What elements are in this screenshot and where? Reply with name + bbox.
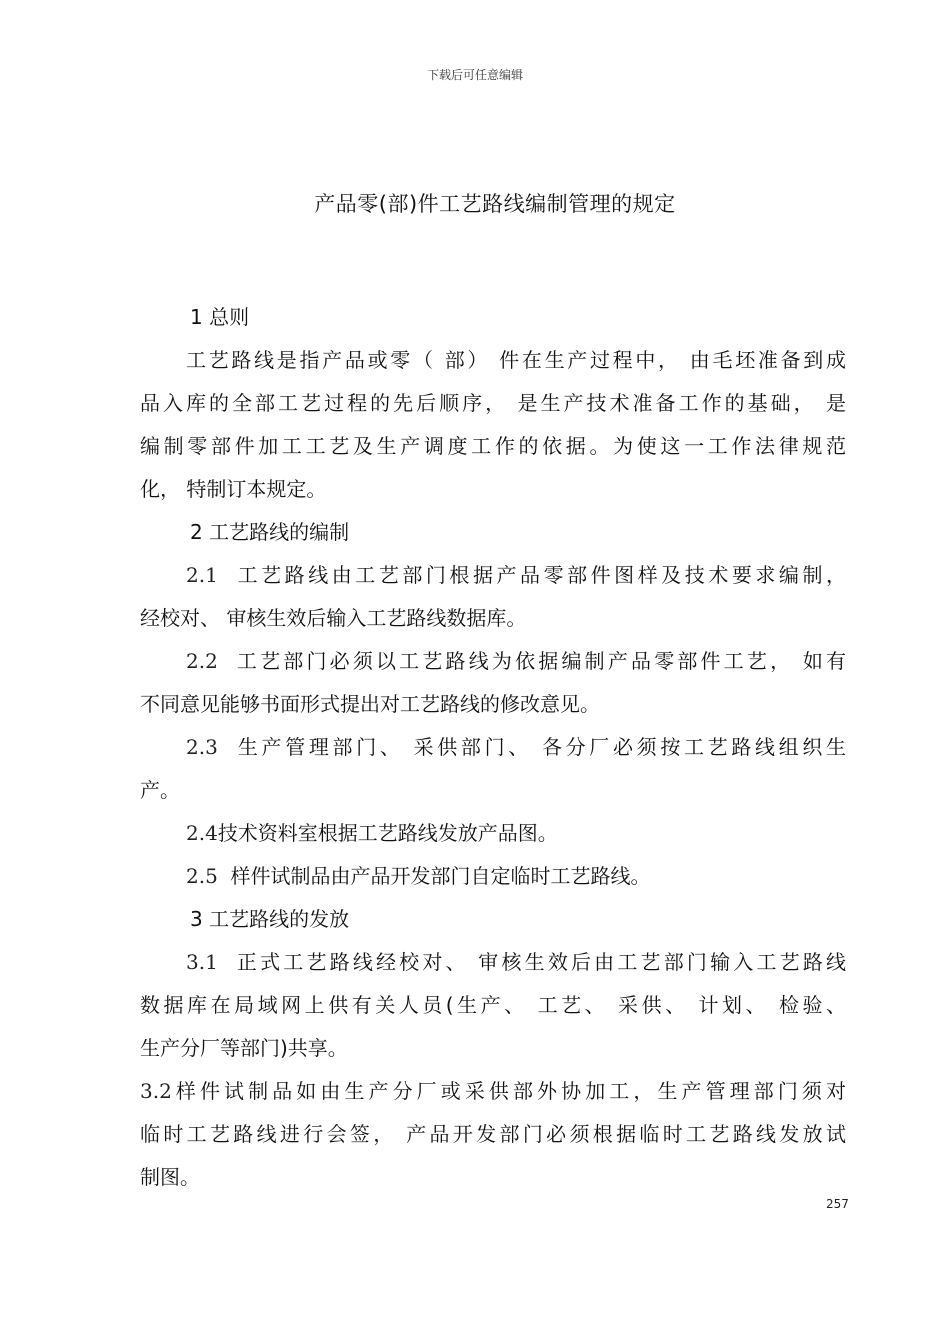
clause-2-1-line: [140, 554, 846, 597]
clause-text: 工艺路线由工艺部门根据产品零部件图样及技术要求编制，: [237, 563, 847, 587]
section-heading-compilation: 2 工艺路线的编制: [190, 520, 350, 544]
paragraph-line: 品入库的全部工艺过程的先后顺序， 是生产技术准备工作的基础， 是: [140, 391, 846, 415]
clause-text: 样件试制品由产品开发部门自定临时工艺路线。: [230, 864, 651, 888]
clause-3-2-line: 制图。: [140, 1165, 200, 1189]
clause-text: 生产管理部门、 采供部门、 各分厂必须按工艺路线组织生: [237, 735, 847, 759]
paragraph-line: 工艺路线是指产品或零（ 部） 件在生产过程中， 由毛坯准备到成: [186, 348, 846, 372]
document-body: [140, 296, 846, 1199]
clause-3-1-line: [140, 941, 846, 984]
clause-2-5-line: [140, 855, 846, 898]
clause-number: 2.3: [186, 735, 218, 759]
clause-number: 2.5: [186, 864, 218, 888]
clause-text: 样件试制品如由生产分厂或采供部外协加工，生产管理部门须对: [171, 1079, 846, 1103]
section-heading-general: 1 总则: [190, 305, 250, 329]
header-note: 下载后可任意编辑: [426, 68, 523, 82]
clause-2-2-line: 不同意见能够书面形式提出对工艺路线的修改意见。: [140, 692, 600, 716]
clause-text: 正式工艺路线经校对、 审核生效后由工艺部门输入工艺路线: [236, 950, 847, 974]
paragraph-line: 编制零部件加工工艺及生产调度工作的依据。为使这一工作法律规范: [140, 434, 846, 458]
clause-text: 工艺部门必须以工艺路线为依据编制产品零部件工艺， 如有: [236, 649, 847, 673]
clause-2-3-line: [140, 726, 846, 769]
clause-2-3-line: 产。: [140, 778, 180, 802]
clause-number: 3.2: [140, 1079, 172, 1103]
clause-3-1-line: 生产分厂等部门)共享。: [140, 1036, 348, 1060]
clause-number: 2.4: [186, 821, 218, 845]
section-heading-distribution: 3 工艺路线的发放: [190, 907, 350, 931]
paragraph-line: 化， 特制订本规定。: [140, 477, 327, 501]
clause-2-1-line: 经校对、 审核生效后输入工艺路线数据库。: [140, 606, 527, 630]
clause-2-4-line: [140, 812, 846, 855]
clause-text: 技术资料室根据工艺路线发放产品图。: [217, 821, 558, 845]
clause-number: 2.1: [186, 563, 218, 587]
clause-number: 3.1: [186, 950, 218, 974]
clause-3-2-line: 临时工艺路线进行会签， 产品开发部门必须根据临时工艺路线发放试: [140, 1122, 846, 1146]
clause-3-2-line: [140, 1070, 846, 1113]
clause-2-2-line: [140, 640, 846, 683]
document-title: 产品零(部)件工艺路线编制管理的规定: [314, 192, 676, 216]
clause-3-1-line: 数据库在局域网上供有关人员(生产、 工艺、 采供、 计划、 检验、: [140, 993, 846, 1017]
clause-number: 2.2: [186, 649, 218, 673]
page-number: 257: [826, 1197, 849, 1211]
